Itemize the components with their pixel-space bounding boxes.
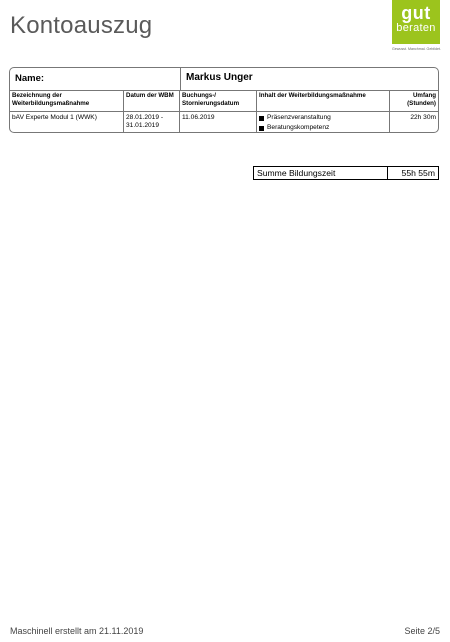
summary-box <box>253 166 439 180</box>
brand-logo <box>392 0 440 44</box>
table-header-row <box>10 90 438 112</box>
column-header-umfang: Umfang (Stunden) <box>407 92 436 107</box>
content-item-label: Präsenzveranstaltung <box>267 114 331 121</box>
logo-line-2: beraten <box>396 22 436 34</box>
summary-divider <box>387 167 388 179</box>
cell-bezeichnung: bAV Experte Modul 1 (WWK) <box>10 111 124 133</box>
footer-created: Maschinell erstellt am 21.11.2019 <box>10 626 144 636</box>
name-row <box>10 68 438 91</box>
name-divider <box>180 68 181 90</box>
summary-label: Summe Bildungszeit <box>257 168 336 178</box>
column-header-buchung: Buchungs-/ Stornierungsdatum <box>180 90 257 111</box>
column-header-bezeichnung: Bezeichnung der Weiterbildungsmaßnahme <box>10 90 124 111</box>
logo-tagline: Gewusst. Manchmal. Gebildet. <box>392 47 441 51</box>
column-header-inhalt: Inhalt der Weiterbildungsmaßnahme <box>257 90 390 111</box>
cell-buchung: 11.06.2019 <box>180 111 257 133</box>
cell-inhalt <box>257 111 390 133</box>
name-label: Name: <box>15 73 45 84</box>
statement-table <box>9 67 439 133</box>
content-item-label: Beratungskompetenz <box>267 124 330 131</box>
name-value: Markus Unger <box>186 72 253 83</box>
logo-line-1: gut <box>401 3 431 23</box>
footer-page-number: Seite 2/5 <box>404 626 440 636</box>
column-header-datum: Datum der WBM <box>124 90 180 111</box>
cell-datum: 28.01.2019 - 31.01.2019 <box>124 111 180 133</box>
cell-umfang: 22h 30m <box>410 114 436 121</box>
table-row <box>10 111 438 133</box>
content-item <box>259 124 387 132</box>
content-item <box>259 114 387 122</box>
page-title: Kontoauszug <box>10 12 153 39</box>
summary-value: 55h 55m <box>401 168 435 178</box>
bullet-square-icon <box>259 116 264 121</box>
bullet-square-icon <box>259 126 264 131</box>
